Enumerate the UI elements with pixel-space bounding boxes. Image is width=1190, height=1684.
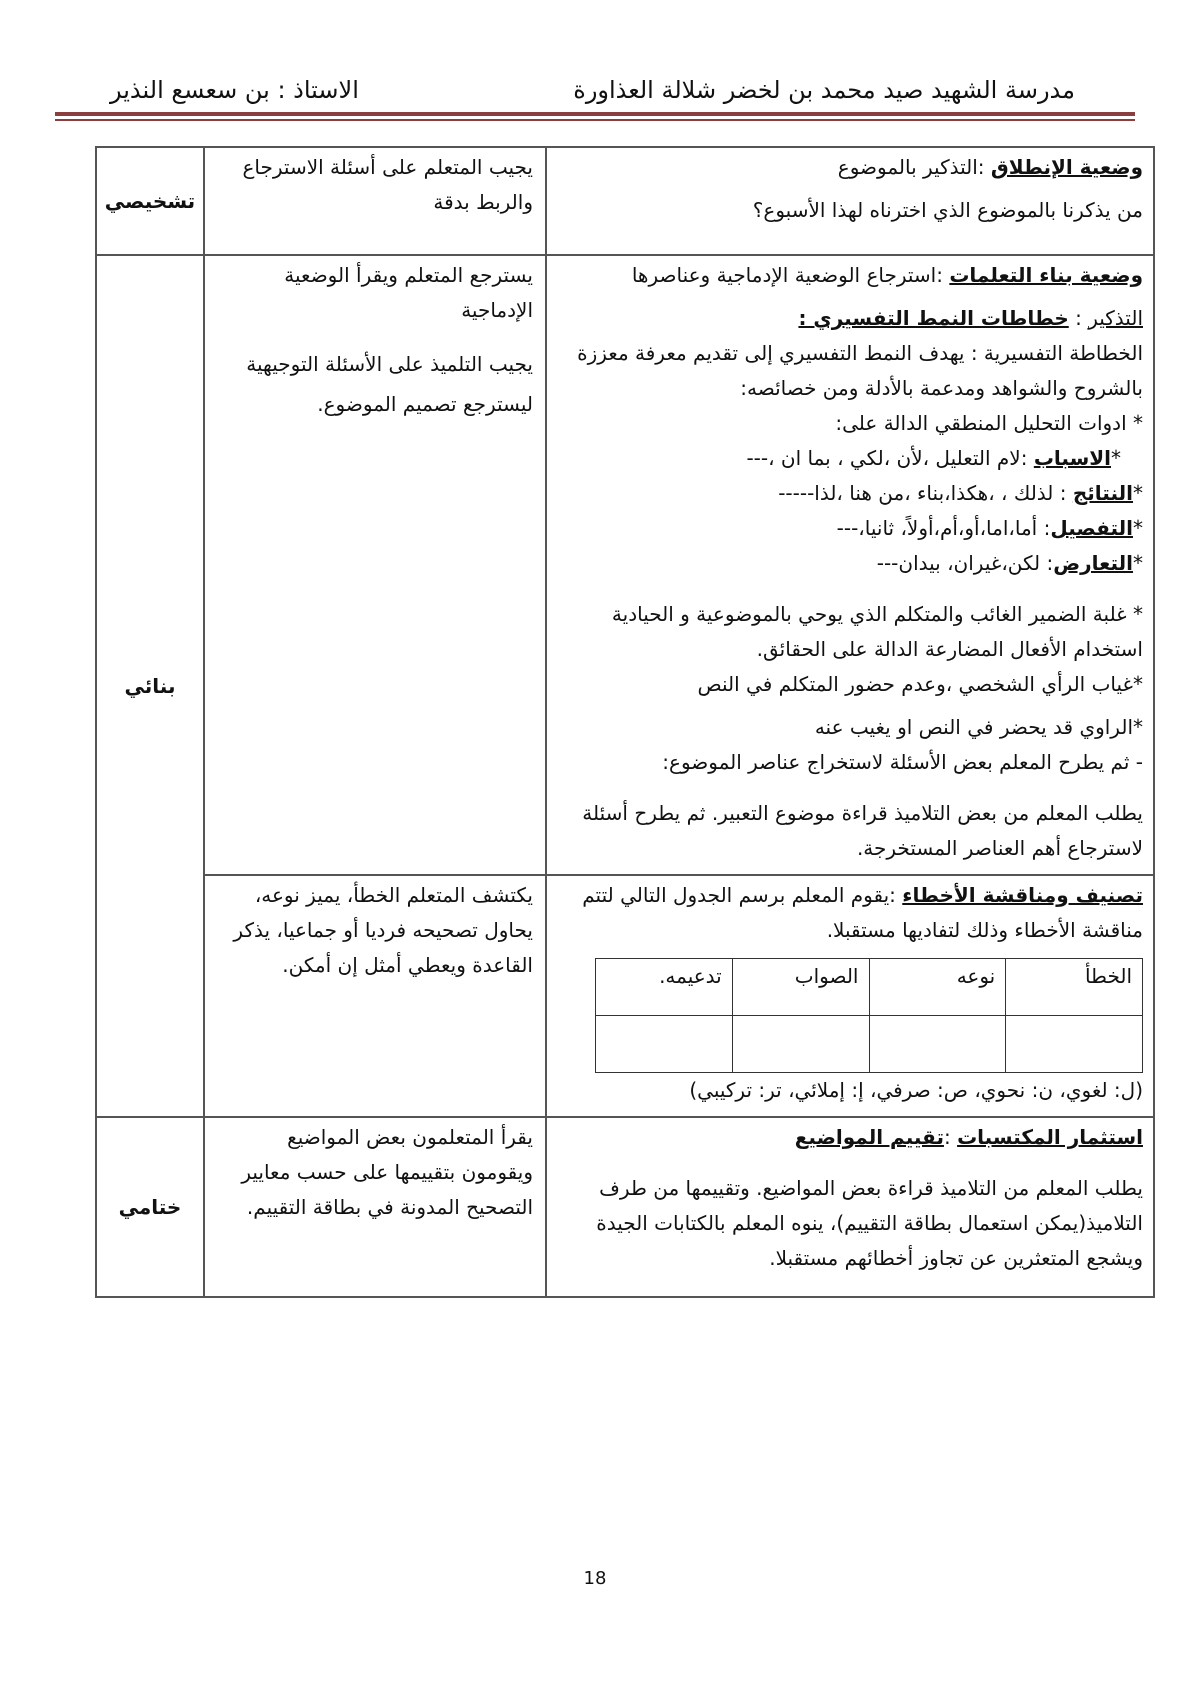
learner-text: يجيب التلميذ على الأسئلة التوجيهية ليسترجع تصميم الموضوع. [246, 352, 533, 416]
tool-text: : لكن،غيران، بيدان--- [876, 551, 1054, 575]
learner-cell: يكتشف المتعلم الخطأ، يميز نوعه، يحاول تصحيحه فرديا أو جماعيا، يذكر القاعدة ويعطي أمثل إن أمكن. [204, 875, 546, 1117]
situation-title-rest: :يقوم المعلم برسم الجدول التالي لتتم مناقشة الأخطاء وذلك لتفاديها مستقبلا. [582, 883, 1143, 942]
learner-text: يسترجع المتعلم ويقرأ الوضعية الإدماجية [284, 263, 533, 322]
errors-empty-cell [596, 1016, 733, 1073]
tool-item: *الاسباب :لام التعليل ،لأن ،لكي ، بما ان ،--- [746, 446, 1121, 470]
row-constructive [96, 255, 1154, 875]
final-text: يطلب المعلم من التلاميذ قراءة بعض المواضيع. وتقييمها من طرف التلاميذ(يمكن استعمال بطاقة التقييم)، ينوه المعلم بالكتابات الجيدة ويشجع المتعثرين عن تجاوز أخطائهم مستقبلا. [596, 1176, 1143, 1270]
page-header [55, 70, 1135, 118]
activity-cell [546, 147, 1154, 255]
row-diagnostic [96, 147, 1154, 255]
teacher-name: الاستاذ : بن سعسع النذير [110, 76, 359, 104]
errors-col-header: تدعيمه. [596, 959, 733, 1016]
errors-col-header: الخطأ [1006, 959, 1143, 1016]
trait-item: - ثم يطرح المعلم بعض الأسئلة لاستخراج عناصر الموضوع: [662, 750, 1143, 774]
header-rule [55, 112, 1135, 116]
activity-question: من يذكرنا بالموضوع الذي اخترناه لهذا الأسبوع؟ [752, 198, 1143, 222]
situation-title-rest: :التذكير بالموضوع [837, 155, 991, 179]
errors-empty-cell [1006, 1016, 1143, 1073]
tool-label: النتائج [1072, 481, 1133, 505]
tool-text: : أما،اما،أو،أم،أولاً، ثانيا،--- [836, 516, 1051, 540]
errors-empty-cell [732, 1016, 869, 1073]
errors-table-row [596, 1016, 1143, 1073]
situation-title: وضعية بناء التعلمات [949, 263, 1143, 287]
situation-title: وضعية الإنطلاق [990, 155, 1143, 179]
tool-label: التفصيل [1050, 516, 1133, 540]
row-final [96, 1117, 1154, 1297]
closing-text: يطلب المعلم من بعض التلاميذ قراءة موضوع التعبير. ثم يطرح أسئلة لاسترجاع أهم العناصر المستخرجة. [582, 801, 1143, 860]
errors-table [595, 958, 1143, 1073]
title-sep: : [943, 1125, 958, 1149]
tool-label: التعارض [1053, 551, 1133, 575]
tool-item: *التعارض: لكن،غيران، بيدان--- [876, 551, 1143, 575]
tool-label: الاسباب [1033, 446, 1111, 470]
activity-cell [546, 1117, 1154, 1297]
tool-text: :لام التعليل ،لأن ،لكي ، بما ان ،--- [746, 446, 1034, 470]
stage-label: بنائي [96, 255, 204, 1117]
reminder-label: التذكير [1088, 306, 1143, 330]
errors-legend: (ل: لغوي، ن: نحوي، ص: صرفي، إ: إملائي، تر: تركيبي) [689, 1078, 1143, 1102]
learner-cell: يجيب المتعلم على أسئلة الاسترجاع والربط بدقة [204, 147, 546, 255]
situation-title: استثمار المكتسبات [957, 1125, 1143, 1149]
activity-heading [557, 1120, 1143, 1155]
trait-item: * غلبة الضمير الغائب والمتكلم الذي يوحي بالموضوعية و الحيادية [611, 602, 1143, 626]
tool-item: *التفصيل: أما،اما،أو،أم،أولاً، ثانيا،--- [836, 516, 1143, 540]
trait-item: *غياب الرأي الشخصي ،وعدم حضور المتكلم في النص [697, 672, 1143, 696]
errors-col-header: الصواب [732, 959, 869, 1016]
school-name: مدرسة الشهيد صيد محمد بن لخضر شلالة العذاورة [573, 76, 1075, 104]
stage-label: ختامي [96, 1117, 204, 1297]
header-rule-thin [55, 119, 1135, 121]
lesson-table [95, 146, 1155, 1298]
trait-item: *الراوي قد يحضر في النص او يغيب عنه [814, 715, 1143, 739]
activity-heading [557, 878, 1143, 948]
definition-text: الخطاطة التفسيرية : يهدف النمط التفسيري إلى تقديم معرفة معززة بالشروح والشواهد ومدعمة بالأدلة ومن خصائصه: [577, 341, 1143, 400]
tool-text: : لذلك ، ،هكذا،بناء ،من هنا ،لذا----- [778, 481, 1073, 505]
activity-cell [546, 875, 1154, 1117]
activity-heading [557, 258, 1143, 293]
activity-cell [546, 255, 1154, 875]
errors-table-header [596, 959, 1143, 1016]
learner-cell: يقرأ المتعلمون بعض المواضيع ويقومون بتقييمها على حسب معايير التصحيح المدونة في بطاقة التقييم. [204, 1117, 546, 1297]
trait-item: استخدام الأفعال المضارعة الدالة على الحقائق. [756, 637, 1143, 661]
learner-cell [204, 255, 546, 875]
reminder-topic: خطاطات النمط التفسيري : [798, 306, 1069, 330]
row-errors [96, 875, 1154, 1117]
page-number: 18 [583, 1568, 607, 1589]
tools-intro: * ادوات التحليل المنطقي الدالة على: [835, 411, 1143, 435]
activity-heading [557, 150, 1143, 185]
situation-title-rest: :استرجاع الوضعية الإدماجية وعناصرها [631, 263, 950, 287]
reminder-sep: : [1068, 306, 1089, 330]
tool-item: *النتائج : لذلك ، ،هكذا،بناء ،من هنا ،لذا----- [778, 481, 1143, 505]
errors-col-header: نوعه [869, 959, 1006, 1016]
situation-title: تصنيف ومناقشة الأخطاء [902, 883, 1143, 907]
situation-subtitle: تقييم المواضيع [794, 1125, 944, 1149]
reminder-heading [557, 301, 1143, 336]
errors-empty-cell [869, 1016, 1006, 1073]
stage-label: تشخيصي [96, 147, 204, 255]
